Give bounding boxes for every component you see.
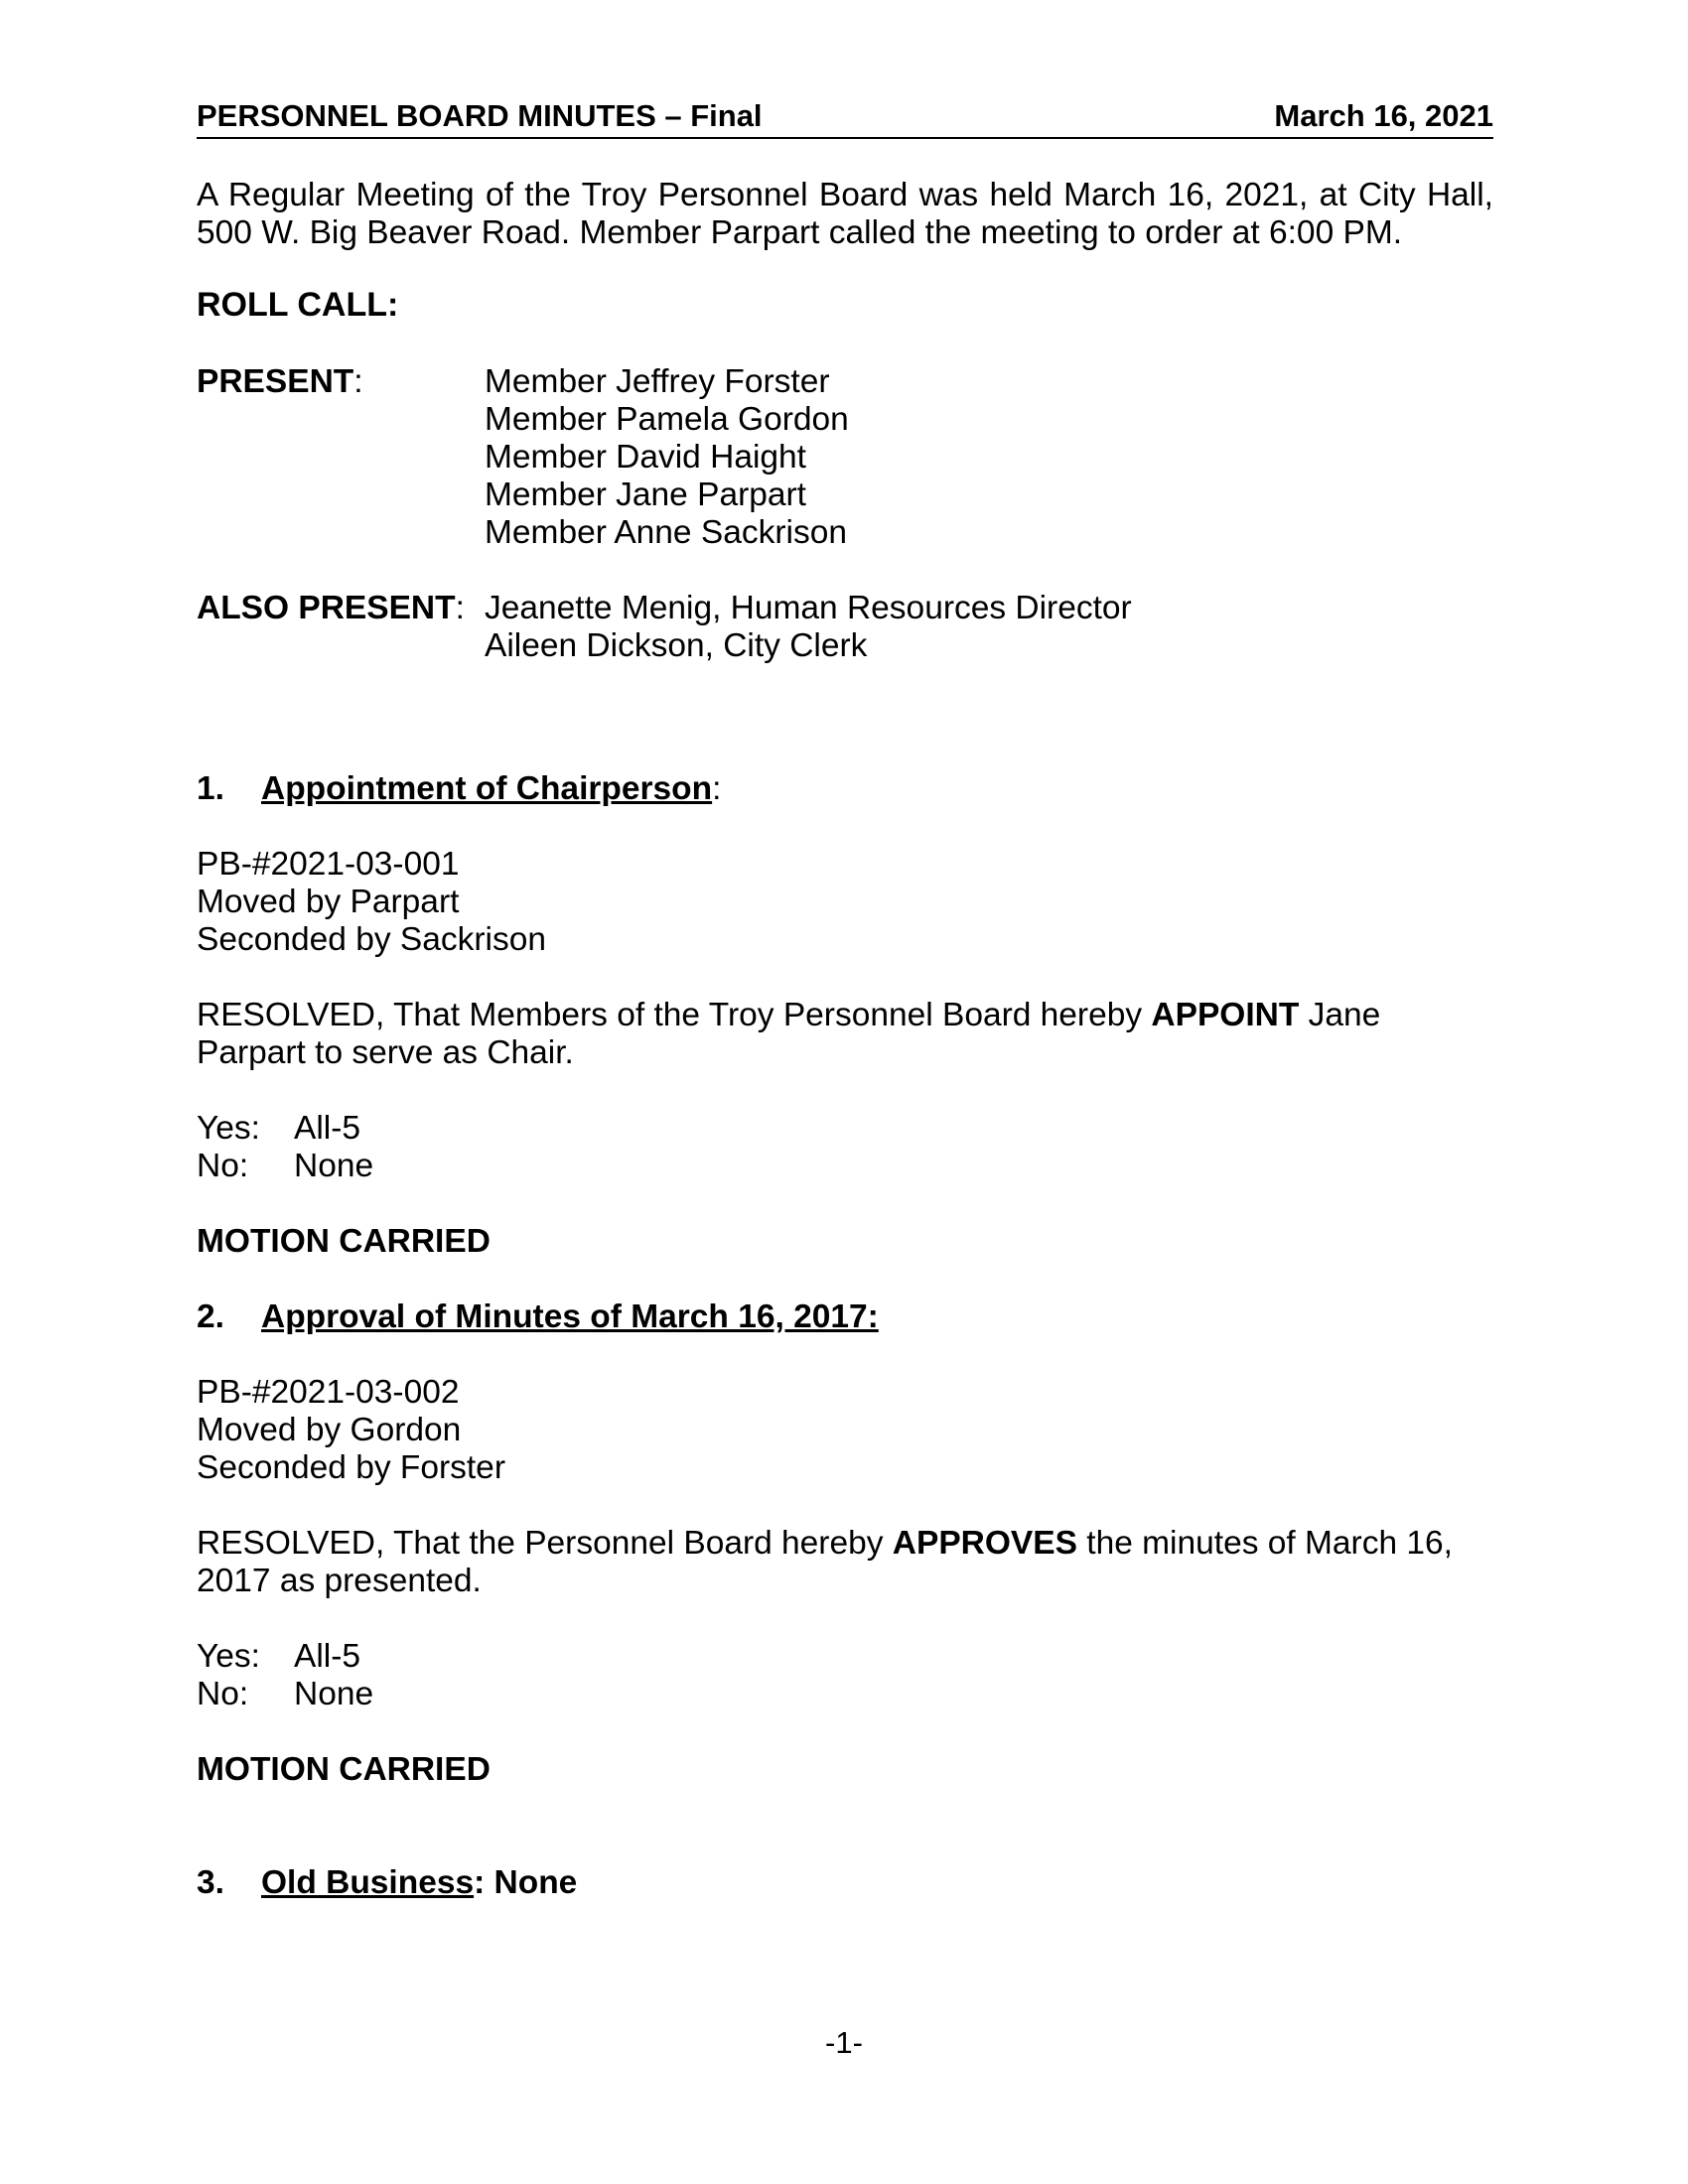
present-member: Member Jane Parpart <box>485 477 806 513</box>
document-title: PERSONNEL BOARD MINUTES – Final <box>197 98 763 133</box>
agenda-item-title: Old Business <box>261 1864 475 1901</box>
motion-result: MOTION CARRIED <box>197 1223 491 1260</box>
page-number: -1- <box>825 2025 863 2060</box>
document-page <box>197 97 1493 1902</box>
resolution-text: RESOLVED, That Members of the Troy Personnel Board hereby APPOINT Jane Parpart to serve as Chair. <box>197 997 1381 1071</box>
agenda-item-title: Approval of Minutes of March 16, 2017: <box>261 1298 879 1335</box>
motion-result: MOTION CARRIED <box>197 1751 491 1788</box>
also-present-list <box>485 590 1132 665</box>
also-present-label: ALSO PRESENT: <box>197 590 465 626</box>
motion-number: PB-#2021-03-002 <box>197 1374 460 1411</box>
resolution-text: RESOLVED, That the Personnel Board hereby APPROVES the minutes of March 16, 2017 as presented. <box>197 1525 1453 1599</box>
seconded-by: Seconded by Forster <box>197 1449 505 1486</box>
moved-by: Moved by Gordon <box>197 1412 462 1448</box>
vote-tally: Yes: All-5 No: None <box>197 1110 374 1184</box>
present-member: Member David Haight <box>485 439 806 476</box>
vote-tally: Yes: All-5 No: None <box>197 1638 374 1712</box>
present-member: Member Anne Sackrison <box>485 514 847 551</box>
also-present-section <box>197 590 1493 665</box>
motion-details <box>197 846 1493 959</box>
document-header <box>197 97 1493 139</box>
roll-call-heading: ROLL CALL: <box>197 286 399 324</box>
present-label: PRESENT: <box>197 363 363 400</box>
intro-paragraph: A Regular Meeting of the Troy Personnel Board was held March 16, 2021, at City Hall, 500 W. Big Beaver Road. Member Parpart called the meeting to order at 6:00 PM. <box>197 177 1493 251</box>
also-present-person: Aileen Dickson, City Clerk <box>485 627 868 664</box>
agenda-item-2-heading: 2. Approval of Minutes of March 16, 2017: <box>197 1298 879 1335</box>
agenda-item-title: Appointment of Chairperson <box>261 770 713 807</box>
present-section <box>197 363 1493 552</box>
meeting-date: March 16, 2021 <box>1274 98 1493 133</box>
agenda-item-1-heading: 1. Appointment of Chairperson: <box>197 770 722 807</box>
motion-number: PB-#2021-03-001 <box>197 846 460 883</box>
also-present-person: Jeanette Menig, Human Resources Director <box>485 590 1132 626</box>
moved-by: Moved by Parpart <box>197 884 460 920</box>
present-list <box>485 363 849 552</box>
motion-details <box>197 1374 1493 1487</box>
seconded-by: Seconded by Sackrison <box>197 921 546 958</box>
present-member: Member Jeffrey Forster <box>485 363 830 400</box>
present-member: Member Pamela Gordon <box>485 401 849 438</box>
agenda-item-3-heading: 3. Old Business: None <box>197 1864 578 1901</box>
